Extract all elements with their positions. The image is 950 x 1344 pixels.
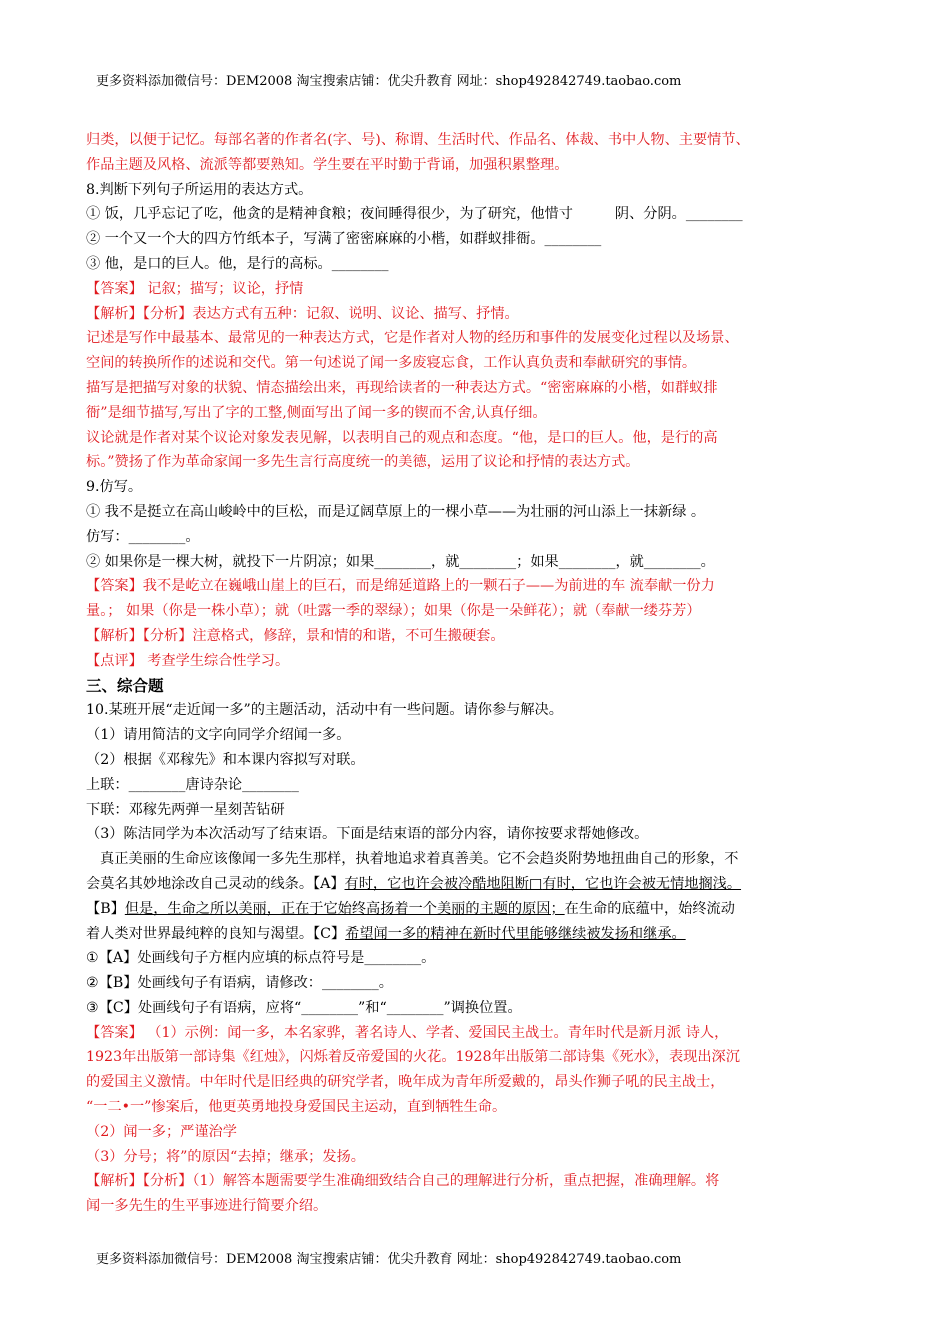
- couplet-lower: 下联：邓稼先两弹一星刻苦钻研: [86, 801, 285, 818]
- q9-sentence-1: ① 我不是挺立在高山峻岭中的巨松，而是辽阔草原上的一棵小草——为壮丽的河山添上一抹新绿 。: [86, 503, 706, 520]
- q9-analysis: 【解析】【分析】注意格式，修辞，景和情的和谐，不可生搬硬套。: [86, 627, 505, 644]
- q8-para-3b: 标。”赞扬了作为革命家闻一多先生言行高度统一的美德，运用了议论和抒情的表达方式。: [86, 454, 640, 471]
- closing-para-4: [86, 922, 886, 947]
- q8-para-1a: 记述是写作中最基本、最常见的一种表达方式，它是作者对人物的经历和事件的发展变化过程以及场景、: [86, 330, 739, 347]
- intro-line-1: 归类，以便于记忆。每部名著的作者名(字、号)、称谓、生活时代、作品名、体裁、书中人物、主要情节、: [86, 132, 750, 148]
- q9-imitation-line: 仿写：________。: [86, 528, 200, 545]
- page-footer: 更多资料添加微信号：DEM2008 淘宝搜索店铺：优尖升教育 网址：shop492842749.taobao.com: [96, 1252, 682, 1267]
- q10-question-c: ③【C】处画线句子有语病，应将“________”和“________”调换位置。: [86, 999, 522, 1016]
- q10-sub-1: （1）请用简洁的文字向同学介绍闻一多。: [86, 727, 351, 744]
- q8-para-2a: 描写是把描写对象的状貌、情态描绘出来，再现给读者的一种表达方式。“密密麻麻的小楷，如群蚁排: [86, 379, 718, 396]
- q8-para-1b: 空间的转换所作的述说和交代。第一句述说了闻一多废寝忘食，工作认真负责和奉献研究的事情。: [86, 355, 697, 372]
- q8-sentence-3: ③ 他，是口的巨人。他，是行的高标。________: [86, 255, 389, 272]
- closing-para-1: 真正美丽的生命应该像闻一多先生那样，执着地追求着真善美。它不会趋炎附势地扭曲自己的形象，不: [100, 851, 739, 868]
- closing-para-3-pre: 【B】: [86, 900, 125, 917]
- q10-sub-3: （3）陈洁同学为本次活动写了结束语。下面是结束语的部分内容，请你按要求帮她修改。: [86, 826, 649, 843]
- q10-answer-1: 【答案】 （1）示例：闻一多，本名家骅，著名诗人、学者、爱国民主战士。青年时代是新月派 诗人，: [86, 1024, 729, 1041]
- q10-analysis-2: 闻一多先生的生平事迹进行简要介绍。: [86, 1198, 328, 1215]
- q9-sentence-2: ② 如果你是一棵大树，就投下一片阴凉；如果________，就________；如果________，就________。: [86, 553, 715, 570]
- q8-analysis: 【解析】【分析】表达方式有五种：记叙、说明、议论、描写、抒情。: [86, 305, 519, 322]
- q9-comment: 【点评】 考查学生综合性学习。: [86, 652, 290, 669]
- closing-para-4-pre: 着人类对世界最纯粹的良知与渴望。【C】: [86, 925, 346, 942]
- q10-question-a: ①【A】处画线句子方框内应填的标点符号是________。: [86, 950, 436, 967]
- closing-para-3: [86, 897, 886, 922]
- page-header: 更多资料添加微信号：DEM2008 淘宝搜索店铺：优尖升教育 网址：shop492842749.taobao.com: [96, 74, 682, 89]
- q9-answer-b: 量。； 如果（你是一株小草）；就（吐露一季的翠绿）；如果（你是一朵鲜花）；就（奉献一缕芬芳）: [86, 603, 701, 620]
- q8-para-2b: 衙”是细节描写,写出了字的工整,侧面写出了闻一多的锲而不舍,认真仔细。: [86, 404, 547, 421]
- closing-para-2: [86, 872, 886, 897]
- q8-para-3a: 议论就是作者对某个议论对象发表见解，以表明自己的观点和态度。“他，是口的巨人。他，是行的高: [86, 429, 718, 446]
- q8-title: 8.判断下列句子所运用的表达方式。: [86, 181, 313, 198]
- closing-para-2-pre: 会莫名其妙地涂改自己灵动的线条。【A】: [86, 875, 345, 892]
- underlined-sentence-a2: 有时，它也许会被无情地搁浅。: [542, 875, 742, 892]
- q10-title: 10.某班开展“走近闻一多”的主题活动，活动中有一些问题。请你参与解决。: [86, 702, 563, 719]
- q8-answer: 【答案】 记叙；描写；议论，抒情: [86, 280, 304, 297]
- q10-question-b: ②【B】处画线句子有语病，请修改：________。: [86, 975, 393, 992]
- q10-answer-4: “一二•一”惨案后，他更英勇地投身爱国民主运动，直到牺牲生命。: [86, 1099, 507, 1116]
- underlined-sentence-a: 有时，它也许会被冷酷地阻断: [344, 875, 529, 892]
- q10-answer-6: （3）分号；将”的原因“去掉；继承；发扬。: [86, 1148, 365, 1165]
- q8-sentence-1: [86, 202, 886, 227]
- q10-sub-2: （2）根据《邓稼先》和本课内容拟写对联。: [86, 751, 365, 768]
- document-body: [86, 128, 886, 1219]
- punctuation-box: □: [528, 875, 543, 892]
- closing-para-3-post: 在生命的底蕴中，始终流动: [564, 900, 735, 917]
- q9-answer-a: 【答案】我不是屹立在巍峨山崖上的巨石，而是绵延道路上的一颗石子——为前进的车 流奉献一份力: [86, 578, 715, 595]
- q9-title: 9.仿写。: [86, 479, 143, 496]
- intro-line-2: 作品主题及风格、流派等都要熟知。学生要在平时勤于背诵，加强积累整理。: [86, 156, 569, 173]
- section-title: 三、综合题: [86, 675, 164, 695]
- q10-analysis-1: 【解析】【分析】（1）解答本题需要学生准确细致结合自己的理解进行分析，重点把握，准确理解。将: [86, 1173, 720, 1190]
- q8-sentence-1a: ① 饭，几乎忘记了吃，他贪的是精神食粮；夜间睡得很少，为了研究，他惜寸: [86, 206, 573, 223]
- q8-sentence-2: ② 一个又一个大的四方竹纸本子，写满了密密麻麻的小楷，如群蚁排衙。________: [86, 231, 602, 248]
- q10-answer-5: （2）闻一多；严谨治学: [86, 1123, 237, 1140]
- underlined-sentence-b: 但是，生命之所以美丽，正在于它始终高扬着一个美丽的主题的原因；: [124, 900, 565, 917]
- q8-sentence-1b: 阴、分阴。________: [614, 206, 743, 223]
- q10-answer-3: 的爱国主义激情。中年时代是旧经典的研究学者，晚年成为青年所爱戴的，昂头作狮子吼的民主战士，: [86, 1074, 725, 1091]
- underlined-sentence-c: 希望闻一多的精神在新时代里能够继续被发扬和继承。: [345, 925, 686, 942]
- q10-answer-2: 1923年出版第一部诗集《红烛》，闪烁着反帝爱国的火花。1928年出版第二部诗集《死水》，表现出深沉: [86, 1049, 740, 1066]
- couplet-upper: 上联：________唐诗杂论________: [86, 776, 299, 793]
